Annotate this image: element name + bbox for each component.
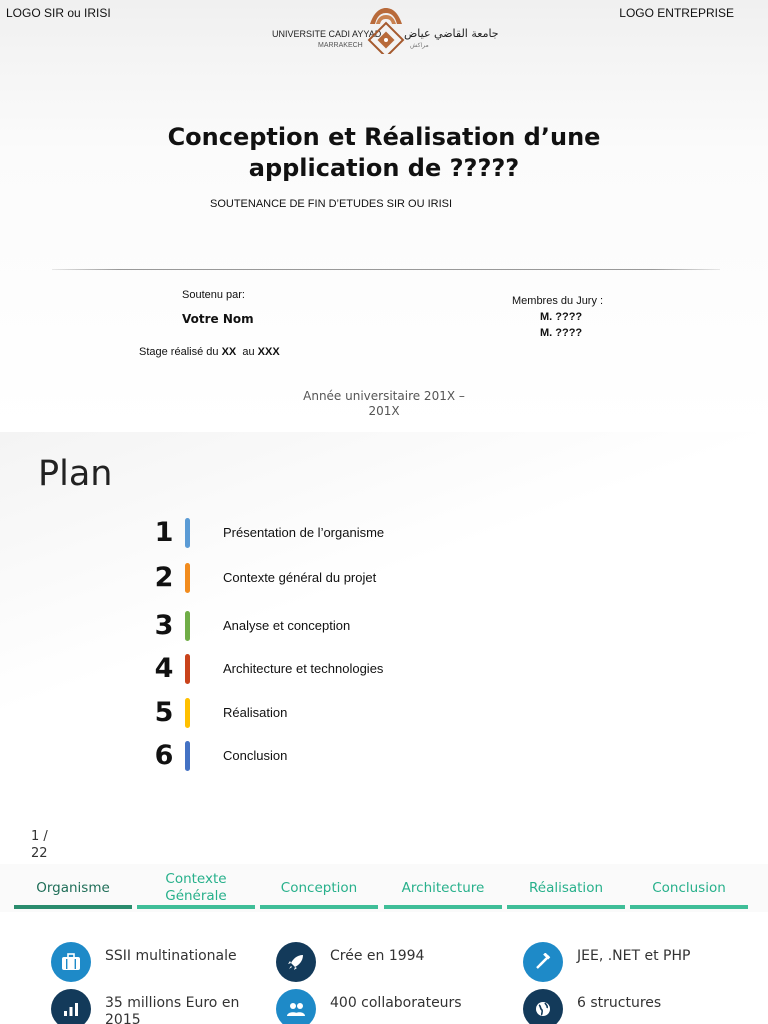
academic-year-line2: 201X: [368, 404, 400, 418]
jury-label: Membres du Jury :: [512, 295, 604, 307]
organisme-slide: [0, 864, 768, 1024]
tab-underline: [507, 905, 625, 909]
tab-underline: [384, 905, 502, 909]
tab-conclusion[interactable]: Conclusion: [652, 879, 726, 896]
users-icon: [276, 989, 316, 1024]
plan-item-number: 4: [154, 653, 174, 684]
logo-entreprise-placeholder: LOGO ENTREPRISE: [619, 6, 734, 20]
stage-from: XX: [221, 346, 237, 358]
feature-text: SSII multinationale: [105, 948, 237, 964]
academic-year-line1: Année universitaire 201X –: [303, 389, 465, 403]
plan-item-bar: [185, 698, 190, 728]
plan-item-number: 1: [154, 517, 174, 548]
jury-member: M. ????: [540, 311, 583, 323]
feature-item: [276, 989, 506, 1024]
feature-item: [51, 942, 281, 986]
stage-to: XXX: [257, 346, 280, 358]
tab-underline: [260, 905, 378, 909]
plan-item-label: Architecture et technologies: [223, 661, 384, 676]
jury-member: M. ????: [540, 327, 583, 339]
feature-text: 400 collaborateurs: [330, 995, 462, 1011]
student-name: Votre Nom: [182, 312, 254, 326]
tab-underline: [14, 905, 132, 909]
soutenu-label: Soutenu par:: [182, 289, 245, 301]
plan-item-number: 5: [154, 697, 174, 728]
plan-item-bar: [185, 518, 190, 548]
university-city-fr: MARRAKECH: [318, 42, 363, 49]
plan-item-number: 2: [154, 562, 174, 593]
tab-underline: [137, 905, 255, 909]
rocket-icon: [276, 942, 316, 982]
university-emblem-icon: [366, 6, 406, 54]
university-logo: [270, 6, 510, 54]
plan-item: [150, 609, 570, 643]
plan-item-label: Réalisation: [223, 705, 288, 720]
plan-item-bar: [185, 611, 190, 641]
plan-slide: [0, 432, 768, 864]
feature-text: 35 millions Euro en 2015: [105, 995, 240, 1024]
tab-realisation[interactable]: Réalisation: [528, 879, 604, 896]
feature-item: [523, 989, 753, 1024]
plan-item-bar: [185, 563, 190, 593]
plan-item-label: Présentation de l’organisme: [223, 525, 385, 540]
presentation-title: Conception et Réalisation d’une application de ?????: [167, 123, 601, 182]
plan-item-number: 6: [154, 740, 174, 771]
feature-text: 6 structures: [577, 995, 662, 1011]
plan-item: [150, 516, 570, 550]
section-navbar: [0, 864, 768, 912]
briefcase-icon: [51, 942, 91, 982]
globe-icon: [523, 989, 563, 1024]
logo-sir-placeholder: LOGO SIR ou IRISI: [6, 6, 111, 20]
plan-item-bar: [185, 741, 190, 771]
stage-prefix: Stage réalisé du: [139, 346, 222, 358]
plan-item-label: Analyse et conception: [223, 618, 351, 633]
feature-item: [276, 942, 506, 986]
plan-item: [150, 696, 570, 730]
page-total: 22: [31, 846, 48, 861]
presentation-subtitle: SOUTENANCE DE FIN D’ETUDES SIR OU IRISI: [210, 198, 453, 210]
bar-chart-icon: [51, 989, 91, 1024]
plan-item: [150, 739, 570, 773]
academic-year: [284, 389, 484, 419]
tab-organisme[interactable]: Organisme: [36, 879, 110, 896]
university-name-fr: UNIVERSITE CADI AYYAD: [272, 29, 382, 39]
feature-item: [51, 989, 281, 1024]
tab-architecture[interactable]: Architecture: [401, 879, 485, 896]
feature-text: Crée en 1994: [330, 948, 425, 964]
university-name-ar: جامعة القاضي عياض: [404, 27, 499, 40]
plan-item-bar: [185, 654, 190, 684]
page-current: 1 /: [31, 829, 48, 844]
tools-icon: [523, 942, 563, 982]
stage-dates: [139, 346, 280, 358]
stage-mid: au: [236, 346, 258, 358]
tab-underline: [630, 905, 748, 909]
plan-item: [150, 561, 570, 595]
title-slide: [0, 0, 768, 432]
plan-title: Plan: [38, 454, 113, 494]
plan-item: [150, 652, 570, 686]
tab-conception[interactable]: Conception: [280, 879, 358, 896]
slide-page-number: [31, 828, 48, 862]
divider: [52, 269, 720, 270]
feature-item: [523, 942, 753, 986]
plan-item-number: 3: [154, 610, 174, 641]
university-city-ar: مراكش: [410, 42, 429, 49]
feature-text: JEE, .NET et PHP: [577, 948, 691, 964]
plan-item-label: Conclusion: [223, 748, 288, 763]
plan-item-label: Contexte général du projet: [223, 570, 377, 585]
tab-contexte[interactable]: Contexte Générale: [165, 871, 227, 904]
